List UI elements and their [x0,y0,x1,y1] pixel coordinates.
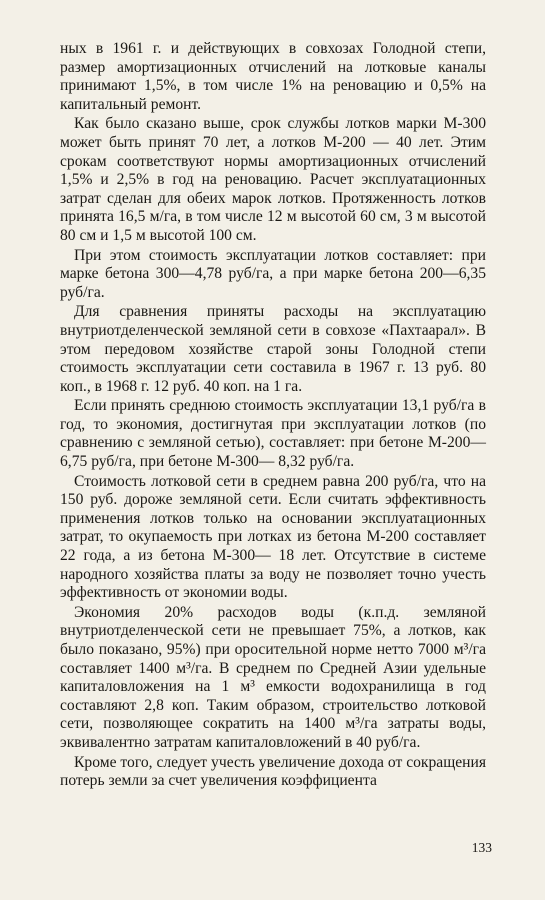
paragraph: Для сравнения приняты расходы на эксплуатацию внутриотделенческой земляной сети в совхозе «Пахтаарал». В этом передовом хозяйстве старой зоны Голодной степи стоимость эксплуатации сети составила в 1967 г. 13 руб. 80 коп., в 1968 г. 12 руб. 40 коп. на 1 га. [60,303,486,395]
paragraph-continuation: ных в 1961 г. и действующих в совхозах Голодной степи, размер амортизационных отчислений на лотковые каналы принимают 1,5%, в том числе 1% на реновацию и 0,5% на капитальный ремонт. [60,40,486,113]
body-text [60,40,486,792]
paragraph: При этом стоимость эксплуатации лотков составляет: при марке бетона 300—4,78 руб/га, а при марке бетона 200—6,35 руб/га. [60,246,486,301]
paragraph: Стоимость лотковой сети в среднем равна 200 руб/га, что на 150 руб. дороже земляной сети. Если считать эффективность применения лотков только на основании эксплуатационных затрат, то окупаемость при лотках из бетона М-200 составляет 22 года, а из бетона М-300— 18 лет. Отсутствие в системе народного хозяйства платы за воду не позволяет точно учесть эффективность от экономии воды. [60,472,486,602]
page-number: 133 [471,840,492,855]
paragraph: Если принять среднюю стоимость эксплуатации 13,1 руб/га в год, то экономия, достигнутая при эксплуатации лотков (по сравнению с земляной сетью), составляет: при бетоне М-200—6,75 руб/га, при бетоне М-300— 8,32 руб/га. [60,397,486,471]
paragraph: Как было сказано выше, срок службы лотков марки М-300 может быть принят 70 лет, а лотков М-200 — 40 лет. Этим срокам соответствуют нормы амортизационных отчислений 1,5% и 2,5% в год на реновацию. Расчет эксплуатационных затрат сделан для обеих марок лотков. Протяженность лотков принята 16,5 м/га, в том числе 12 м высотой 60 см, 3 м высотой 80 см и 1,5 м высотой 100 см. [60,115,486,244]
paragraph: Кроме того, следует учесть увеличение дохода от сокращения потерь земли за счет увеличения коэффициента [60,753,486,790]
paragraph: Экономия 20% расходов воды (к.п.д. земляной внутриотделенческой сети не превышает 75%, а лотков, как было показано, 95%) при оросительной норме нетто 7000 м³/га составляет 1400 м³/га. В среднем по Средней Азии удельные капиталовложения на 1 м³ емкости водохранилища в год составляют 2,8 коп. Таким образом, строительство лотковой сети, позволяющее сократить на 1400 м³/га затраты воды, эквивалентно затратам капиталовложений в 40 руб/га. [60,603,486,751]
